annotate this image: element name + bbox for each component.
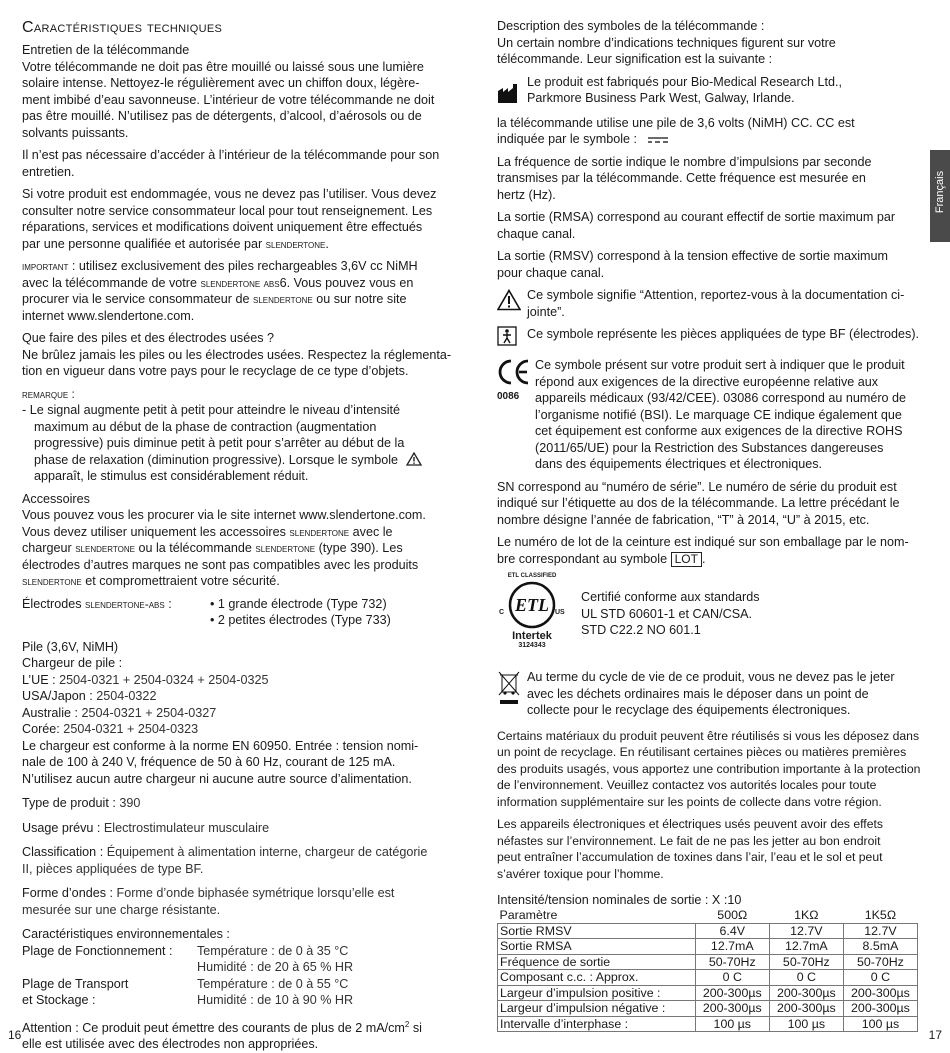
table-row [498, 985, 918, 1001]
chargeur-row [22, 688, 452, 705]
table-row [498, 954, 918, 970]
text-span: bre correspondant au symbole [497, 551, 671, 566]
field-label: Usage prévu : [22, 820, 101, 835]
text-line: solvants puissants. [22, 125, 129, 140]
field-value: Forme d’onde biphasée symétrique lorsqu’elle est [113, 886, 395, 900]
text-line: La sortie (RMSV) correspond à la tension effective de sortie maximum [497, 249, 889, 263]
text-line: entretien. [22, 164, 75, 179]
pile-label: Pile (3,6V, NiMH) [22, 639, 119, 654]
text-line: peut entraîner l’accumulation de toxines dans l’air, l’eau et le sol et peut [497, 850, 883, 864]
text-line: pour chaque canal. [497, 265, 605, 280]
entretien-text [22, 59, 452, 142]
text-line [22, 524, 452, 541]
chargeur-row [22, 705, 452, 722]
text-line: réparations, services et modifications doivent uniquement être effectués [22, 220, 423, 234]
language-side-tab [930, 150, 950, 242]
list-item: • 2 petites électrodes (Type 733) [210, 613, 391, 627]
table-cell: 12.7mA [769, 939, 843, 955]
text-line: Il n’est pas nécessaire d’accéder à l’intérieur de la télécommande pour son [22, 148, 440, 162]
table-cell: 200-300µs [769, 1001, 843, 1017]
text-span: . [325, 236, 329, 251]
text-line: La sortie (RMSA) correspond au courant effectif de sortie maximum par [497, 210, 896, 224]
env-row [22, 959, 452, 976]
table-cell: Fréquence de sortie [498, 954, 696, 970]
brand-name: slendertone [255, 541, 316, 555]
text-line: Certifié conforme aux standards [581, 590, 760, 604]
table-cell: 6.4V [695, 923, 769, 939]
table-cell: 12.7V [843, 923, 917, 939]
text-line: Le chargeur est conforme à la norme EN 60950. Entrée : tension nomi- [22, 738, 419, 753]
text-span: Électrodes [22, 596, 85, 611]
text-line: consulter notre service consommateur local pour tout renseignement. Les [22, 203, 433, 218]
chargeur-code: 2504-0321 + 2504-0327 [78, 705, 217, 720]
lot-symbol: LOT [671, 552, 702, 567]
electrodes-list [210, 596, 391, 629]
table-cell: 200-300µs [769, 985, 843, 1001]
intertek-number: 3124343 [518, 642, 546, 649]
text-line: ment imbibé d’eau savonneuse. L’intérieur de votre télécommande ne doit [22, 92, 435, 107]
text-span: ou sur notre site [312, 292, 407, 306]
text-span: . [701, 551, 706, 566]
table-cell: Largeur d’impulsion négative : [498, 1001, 696, 1017]
table-row [498, 939, 918, 955]
text-line: l’organisme notifié (BSI). Le marquage CE indique également que [535, 407, 902, 422]
chargeur-row [22, 672, 452, 689]
env-row [22, 976, 452, 993]
text-line: internet www.slendertone.com. [22, 308, 195, 323]
text-line: nale de 100 à 240 V, fréquence de 50 à 60 Hz, courant de 125 mA. [22, 755, 396, 769]
text-line [22, 291, 452, 308]
brand-name: slendertone [22, 574, 82, 588]
env-value: Humidité : de 20 à 65 % HR [197, 960, 354, 974]
text-span: si [409, 1020, 422, 1035]
list-item: • 1 grande électrode (Type 732) [210, 596, 387, 611]
chargeur-code: 2504-0321 + 2504-0323 [59, 722, 199, 736]
ce-mark-icon [497, 357, 535, 402]
text-line: de l’environnement. Veuillez contactez vos autorités locales pour toute [497, 778, 877, 792]
table-cell: 100 µs [769, 1016, 843, 1032]
etl-classified-label: ETL CLASSIFIED [507, 573, 557, 579]
text-line: hertz (Hz). [497, 187, 556, 202]
text-line: Un certain nombre d’indications techniques figurent sur votre [497, 35, 836, 50]
usage-prevu [22, 820, 452, 837]
page-number-left: 16 [8, 1028, 22, 1042]
text-line: chaque canal. [497, 226, 576, 241]
table-header-cell: 1K5Ω [843, 908, 917, 923]
text-line: solaire intense. Nettoyez-le régulièrement avec un chiffon doux, légère- [22, 76, 420, 90]
text-line: pas être mouillé. N’utilisez pas de détergents, d’alcool, d’aérosols ou de [22, 109, 422, 123]
chargeur-heading: Chargeur de pile : [22, 656, 123, 670]
table-cell: Composant c.c. : Approx. [498, 970, 696, 986]
text-line: dans des équipements électriques et électroniques. [535, 457, 823, 471]
warning-symbol-row [497, 287, 927, 320]
brand-name: slendertone abs [200, 275, 280, 290]
text-span: phase de relaxation (diminution progressive). Lorsque le symbole [34, 452, 399, 467]
etl-logo [497, 573, 581, 649]
text-span: indiquée par le symbole : [497, 132, 638, 146]
text-line: tion en vigueur dans votre pays pour le recyclage de ce type d’objets. [22, 364, 409, 378]
chargeur-code: 2504-0321 + 2504-0324 + 2504-0325 [55, 672, 269, 687]
svg-text:ETL: ETL [515, 595, 549, 615]
table-cell: 200-300µs [695, 1001, 769, 1017]
brand-name: slendertone [265, 236, 326, 251]
text-span: procurer via le service consommateur de [22, 292, 253, 306]
text-span: Attention : Ce produit peut émettre des courants de plus de 2 mA/cm [22, 1020, 405, 1035]
env-row [22, 992, 452, 1009]
text-line: Le numéro de lot de la ceinture est indiqué sur son emballage par le nom- [497, 535, 909, 549]
table-row [498, 970, 918, 986]
text-line: s’avérer toxique pour l’homme. [497, 866, 664, 881]
table-cell: 0 C [843, 970, 917, 986]
text-line [22, 236, 452, 253]
table-cell: 100 µs [695, 1016, 769, 1032]
right-column [497, 18, 927, 1032]
dc-current-icon [647, 135, 669, 145]
env-label: et Stockage : [22, 993, 96, 1007]
electrodes-label [22, 596, 210, 629]
manufacturer-symbol-row [497, 74, 927, 109]
section-title: Caractéristiques techniques [22, 19, 223, 36]
table-header-cell: Paramètre [498, 908, 696, 923]
text-line [22, 452, 452, 469]
field-label: Classification : [22, 845, 104, 859]
table-row [498, 1016, 918, 1032]
text-span: avec la télécommande de votre [22, 275, 201, 290]
table-row [498, 923, 918, 939]
ce-symbol-row [497, 357, 927, 473]
env-label: Plage de Transport [22, 976, 129, 991]
etl-row [497, 573, 927, 659]
important-note [22, 258, 452, 324]
nefaste-text [497, 816, 927, 882]
brand-name: slendertone [75, 541, 135, 555]
text-line: Votre télécommande ne doit pas être mouillé ou laissé sous une lumière [22, 59, 424, 74]
text-span: : [164, 596, 172, 611]
important-label: important [22, 259, 69, 273]
table-cell: Largeur d’impulsion positive : [498, 985, 696, 1001]
text-line: Ce symbole présent sur votre produit sert à indiquer que le produit [535, 358, 905, 372]
field-value: 390 [115, 796, 141, 810]
table-header-cell: 500Ω [695, 908, 769, 923]
text-span: chargeur [22, 541, 76, 555]
text-line: Parkmore Business Park West, Galway, Irlande. [527, 91, 795, 105]
env-label [22, 959, 197, 976]
table-cell: Sortie RMSA [498, 939, 696, 955]
chargeur-region: Australie : [22, 705, 78, 720]
text-line: cet équipement est conforme aux exigences de la directive ROHS [535, 424, 903, 438]
env-label: Plage de Fonctionnement : [22, 943, 173, 958]
text-line: mesurée sur une charge résistante. [22, 902, 221, 917]
accessoires-heading: Accessoires [22, 491, 90, 506]
text-span: avec le [349, 524, 393, 539]
env-value: Température : de 0 à 35 °C [197, 943, 349, 958]
text-line: Certains matériaux du produit peuvent être réutilisés si vous les déposez dans [497, 728, 920, 743]
text-line [497, 131, 927, 148]
text-line: Ce symbole représente les pièces appliquées de type BF (électrodes). [527, 327, 920, 341]
output-spec-table [497, 908, 918, 1032]
text-line: (2011/65/UE) pour la Restriction des Substances dangereuses [535, 440, 884, 455]
table-cell: Intervalle d’interphase : [498, 1016, 696, 1032]
text-line [22, 258, 452, 275]
forme-ondes [22, 885, 452, 902]
text-span: par une personne qualifiée et autorisée par [22, 236, 266, 251]
table-cell: 50-70Hz [695, 954, 769, 970]
table-cell: 8.5mA [843, 939, 917, 955]
text-line: La fréquence de sortie indique le nombre d’impulsions par seconde [497, 154, 872, 169]
text-line: collecte pour le recyclage des équipements électroniques. [527, 703, 851, 717]
brand-name: slendertone-abs [85, 596, 165, 611]
manufacturer-icon [497, 74, 527, 109]
env-value: Humidité : de 10 à 90 % HR [197, 993, 354, 1007]
field-label: Forme d’ondes : [22, 886, 113, 900]
env-row [22, 943, 452, 960]
table-header-cell: 1KΩ [769, 908, 843, 923]
chargeur-region: L’UE : [22, 672, 56, 687]
table-cell: 12.7V [769, 923, 843, 939]
etl-c: C [499, 609, 505, 616]
text-line: UL STD 60601-1 et CAN/CSA. [581, 606, 753, 621]
field-value: Electrostimulateur musculaire [100, 820, 270, 835]
field-label: Type de produit : [22, 796, 116, 810]
text-line [22, 573, 452, 590]
env-heading: Caractéristiques environnementales : [22, 927, 230, 941]
text-line: répond aux exigences de la directive européenne relative aux [535, 374, 879, 389]
text-line: STD C22.2 NO 601.1 [581, 623, 701, 637]
ce-number: 0086 [497, 391, 520, 402]
text-line: télécommande. Leur signification est la suivante : [497, 52, 773, 66]
text-line: N’utilisez aucun autre chargeur ni aucune autre source d’alimentation. [22, 771, 412, 786]
text-line: Ce symbole signifie “Attention, reportez-vous à la documentation ci- [527, 288, 905, 302]
text-line: indiqué sur l’étiquette au dos de la télécommande. La lettre précédant le [497, 496, 900, 510]
table-header-row [498, 908, 918, 923]
text-line: appareils médicaux (93/42/CEE). 03086 correspond au numéro de [535, 391, 907, 405]
table-cell: 50-70Hz [769, 954, 843, 970]
text-line: Les appareils électroniques et électriques usés peuvent avoir des effets [497, 817, 883, 831]
text-span: Vous devez utiliser uniquement les accessoires [22, 524, 290, 539]
text-line: Vous pouvez vous les procurer via le site internet www.slendertone.com. [22, 508, 426, 522]
table-cell: 12.7mA [695, 939, 769, 955]
text-line: maximum au début de la phase de contraction (augmentation [34, 419, 377, 434]
intertek-label: Intertek [512, 630, 552, 642]
table-cell: 200-300µs [843, 985, 917, 1001]
etl-us: US [555, 609, 565, 616]
text-line: électrodes d’autres marques ne sont pas compatibles avec les produits [22, 557, 419, 572]
etl-mark [497, 579, 567, 631]
text-line: progressive) puis diminue petit à petit pour s’arrêter au début de la [34, 436, 405, 450]
symbols-heading: Description des symboles de la télécommande : [497, 19, 765, 33]
remarque-label: remarque : [22, 386, 75, 401]
text-line: jointe”. [527, 304, 565, 319]
attention-text [22, 1017, 452, 1037]
etl-circle-icon [497, 579, 567, 631]
table-cell: Sortie RMSV [498, 923, 696, 939]
text-span: (type 390). Les [315, 541, 403, 555]
text-line: néfastes sur l’environnement. Le fait de ne pas les jetter au bon endroit [497, 833, 881, 848]
electrodes-row [22, 596, 452, 629]
chargeur-row [22, 721, 452, 738]
table-cell: 0 C [695, 970, 769, 986]
recycling-text [497, 728, 927, 811]
classification [22, 844, 452, 861]
text-line: la télécommande utilise une pile de 3,6 volts (NiMH) CC. CC est [497, 115, 855, 130]
text-line: - Le signal augmente petit à petit pour atteindre le niveau d’intensité [22, 403, 401, 417]
text-line: information supplémentaire sur les points de collecte dans votre région. [497, 794, 882, 809]
type-produit [22, 795, 452, 812]
text-line: transmises par la télécommande. Cette fréquence est mesurée en [497, 171, 866, 185]
table-cell: 200-300µs [695, 985, 769, 1001]
text-line [22, 540, 452, 557]
text-line: SN correspond au “numéro de série”. Le numéro de série du produit est [497, 479, 897, 494]
text-line: Ne brûlez jamais les piles ou les électrodes usées. Respectez la réglementa- [22, 347, 452, 362]
text-line [497, 551, 927, 568]
chargeur-region: Corée: [22, 722, 60, 736]
weee-bin-icon [497, 669, 527, 710]
env-value: Température : de 0 à 55 °C [197, 976, 349, 991]
bf-symbol-row [497, 326, 927, 351]
text-span: et compromettraient votre sécurité. [81, 574, 280, 588]
type-bf-icon [497, 326, 527, 351]
table-cell: 50-70Hz [843, 954, 917, 970]
brand-name: slendertone [289, 524, 350, 539]
chargeur-region: USA/Japon : [22, 689, 93, 703]
text-line: Le produit est fabriqués pour Bio-Medical Research Ltd., [527, 74, 843, 89]
text-line [22, 275, 452, 292]
piles-heading: Que faire des piles et des électrodes usées ? [22, 331, 275, 345]
warning-triangle-icon [406, 452, 422, 466]
text-line: des produits usagés, vous apportez une contribution importante à la protection [497, 761, 921, 776]
text-line: II, pièces appliquées de type BF. [22, 861, 204, 876]
warning-triangle-icon [497, 287, 527, 316]
endommage-text [22, 186, 452, 252]
text-span: ou la télécommande [134, 541, 256, 555]
table-cell: 100 µs [843, 1016, 917, 1032]
entretien-heading: Entretien de la télécommande [22, 43, 190, 57]
brand-name: slendertone [252, 292, 313, 306]
table-row [498, 1001, 918, 1017]
text-line: un point de recyclage. En réutilisant certaines pièces ou matières premières [497, 745, 907, 759]
page-number-right: 17 [928, 1028, 942, 1042]
text-line: Si votre produit est endommagée, vous ne devez pas l’utiliser. Vous devez [22, 187, 437, 201]
text-line: elle est utilisée avec des électrodes non appropriées. [22, 1037, 319, 1052]
table-title: Intensité/tension nominales de sortie : X :10 [497, 893, 742, 907]
text-line: avec les déchets ordinaires mais le déposer dans un point de [527, 686, 869, 701]
superscript: 2 [404, 1019, 410, 1029]
text-span: : utilisez exclusivement des piles rechargeables 3,6V cc NiMH [68, 259, 418, 273]
text-line: nombre désigne l’année de fabrication, “T” à 2014, “U” à 2015, etc. [497, 512, 870, 527]
table-cell: 0 C [769, 970, 843, 986]
table-cell: 200-300µs [843, 1001, 917, 1017]
weee-row [497, 669, 927, 719]
chargeur-code: 2504-0322 [92, 689, 157, 703]
left-column [22, 18, 452, 1053]
accessoires-text [22, 507, 452, 590]
acces-text [22, 147, 452, 180]
text-line: Au terme du cycle de vie de ce produit, vous ne devez pas le jeter [527, 670, 895, 684]
text-line: apparaît, le stimulus est considérablement réduit. [34, 469, 309, 483]
language-label: Français [934, 170, 946, 214]
field-value: Équipement à alimentation interne, chargeur de catégorie [103, 845, 428, 859]
text-span: 6. Vous pouvez vous en [279, 275, 414, 290]
